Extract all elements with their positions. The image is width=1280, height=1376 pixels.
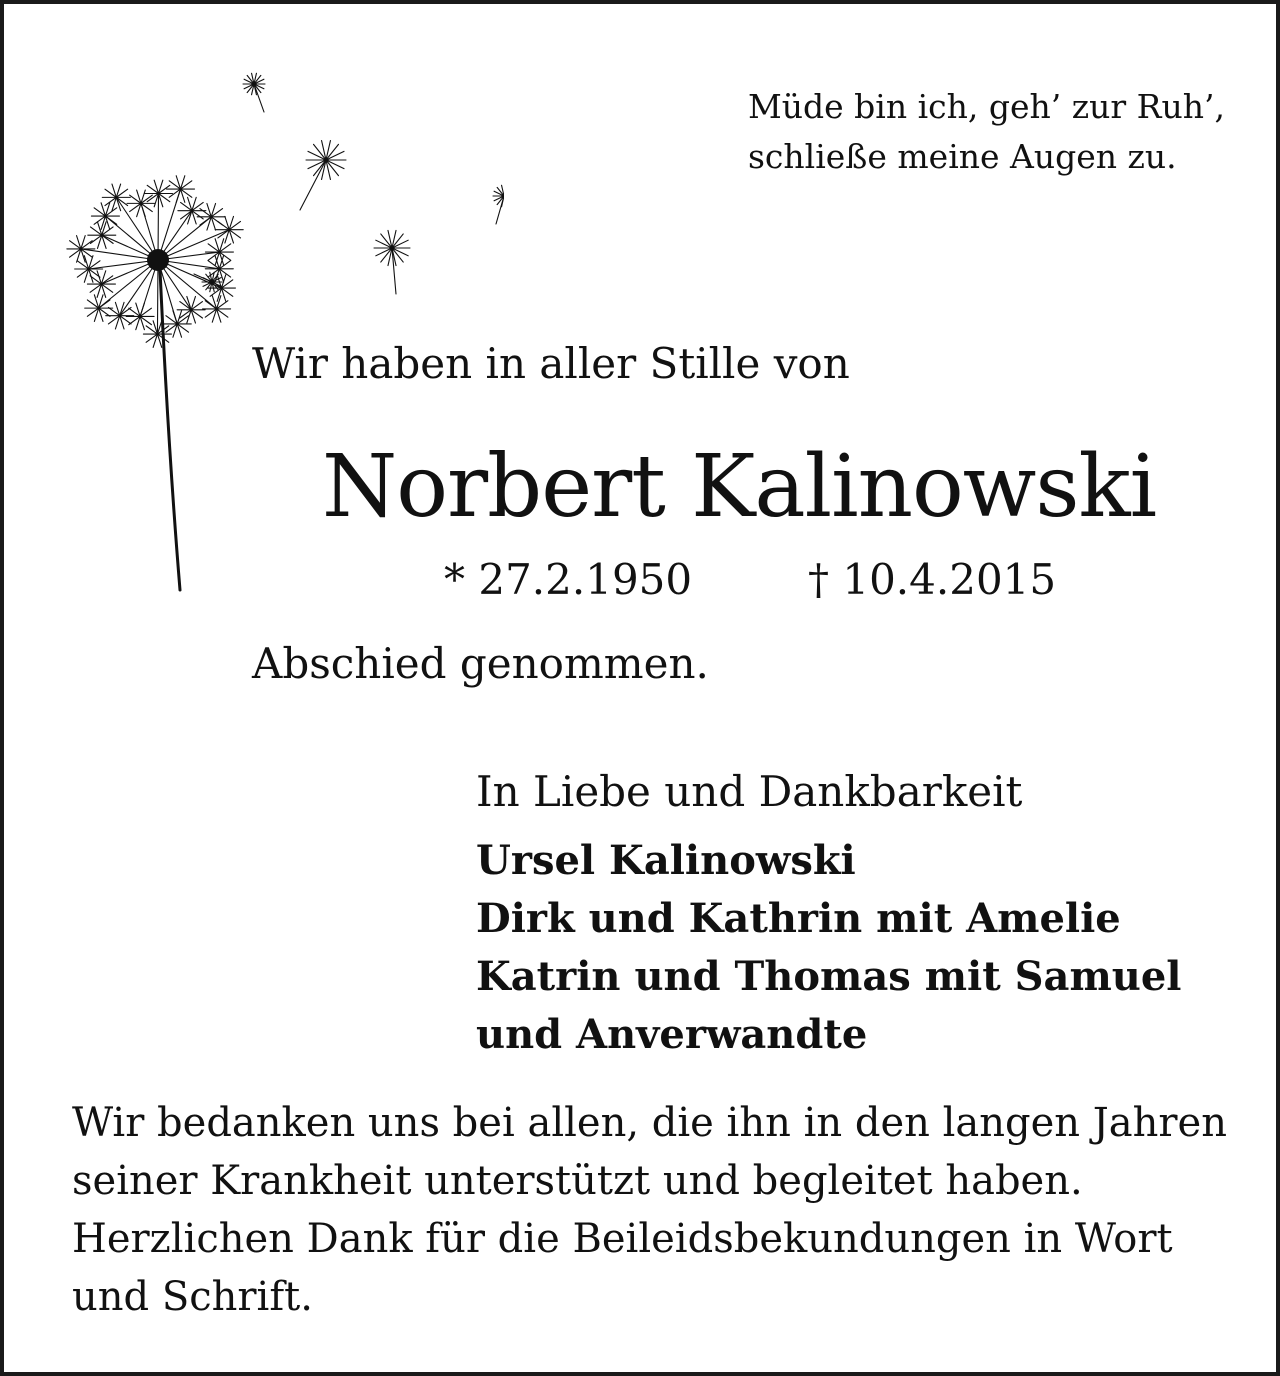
family-list bbox=[476, 832, 1182, 1064]
thanks-line: und Schrift. bbox=[72, 1274, 313, 1320]
family-member: und Anverwandte bbox=[476, 1011, 868, 1058]
family-member: Katrin und Thomas mit Samuel bbox=[476, 953, 1182, 1000]
poem-verse bbox=[748, 82, 1225, 182]
deceased-name: Norbert Kalinowski bbox=[322, 437, 1157, 537]
thanks-line: seiner Krankheit unterstützt und begleitet haben. bbox=[72, 1158, 1083, 1204]
intro-text: Wir haben in aller Stille von bbox=[252, 339, 850, 388]
death-date: † 10.4.2015 bbox=[808, 555, 1057, 604]
poem-line: schließe meine Augen zu. bbox=[748, 137, 1177, 176]
thanks-line: Herzlichen Dank für die Beileidsbekundungen in Wort bbox=[72, 1216, 1173, 1262]
thanks-paragraph bbox=[72, 1094, 1227, 1326]
family-member: Dirk und Kathrin mit Amelie bbox=[476, 895, 1121, 942]
birth-date: * 27.2.1950 bbox=[444, 555, 693, 604]
greeting-text: In Liebe und Dankbarkeit bbox=[476, 767, 1023, 816]
family-member: Ursel Kalinowski bbox=[476, 837, 856, 884]
thanks-line: Wir bedanken uns bei allen, die ihn in den langen Jahren bbox=[72, 1100, 1227, 1146]
poem-line: Müde bin ich, geh’ zur Ruh’, bbox=[748, 87, 1226, 126]
outro-text: Abschied genommen. bbox=[252, 639, 709, 688]
